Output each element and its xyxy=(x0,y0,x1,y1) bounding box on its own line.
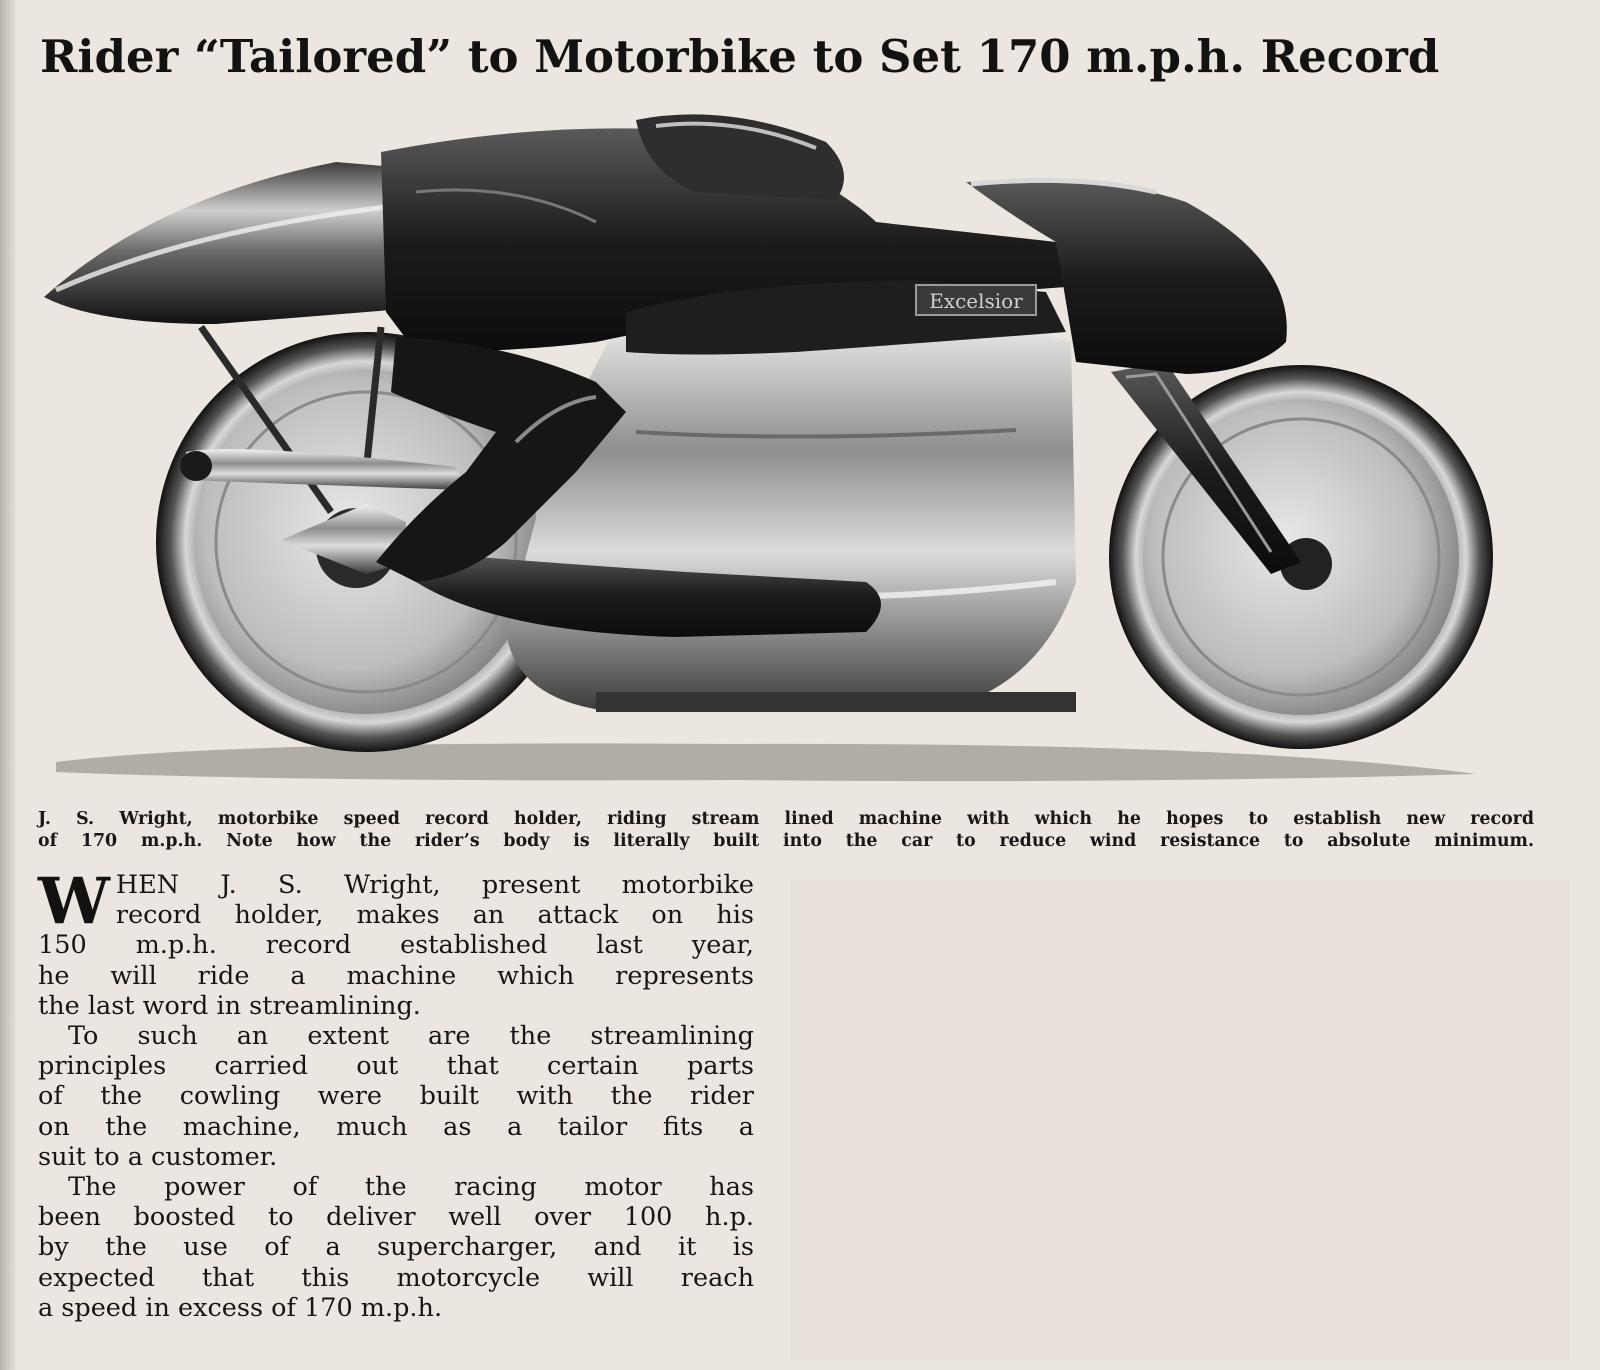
headline: Rider “Tailored” to Motorbike to Set 170 m.p.h. Record xyxy=(40,30,1440,83)
article-line: principles carried out that certain parts xyxy=(38,1051,754,1082)
tank-badge: Excelsior xyxy=(929,289,1023,313)
article-line: The power of the racing motor has xyxy=(68,1172,754,1203)
article-line: HEN J. S. Wright, present motorbike xyxy=(115,870,754,900)
article-line: expected that this motorcycle will reach xyxy=(38,1262,754,1293)
article-line: he will ride a machine which represents xyxy=(38,960,754,991)
article-line: by the use of a supercharger, and it is xyxy=(38,1232,754,1263)
article-paragraph-3 xyxy=(38,1172,754,1323)
streamlined-motorbike-illustration xyxy=(36,112,1516,802)
drop-cap: W xyxy=(38,864,110,939)
ground-shadow xyxy=(56,743,1476,781)
caption-line: J. S. Wright, motorbike speed record holder, riding stream lined machine with which he hopes to establish new record xyxy=(38,809,1534,829)
blank-column xyxy=(790,880,1570,1360)
article-line: the last word in streamlining. xyxy=(38,990,421,1021)
article-line: of the cowling were built with the rider xyxy=(38,1081,754,1112)
article-line: been boosted to deliver well over 100 h.p. xyxy=(38,1202,754,1233)
tail-fairing xyxy=(44,162,400,324)
article-line: a speed in excess of 170 m.p.h. xyxy=(38,1292,443,1323)
engine-cowling xyxy=(506,311,1076,712)
article-body xyxy=(38,864,754,1323)
article-line: record holder, makes an attack on his xyxy=(115,900,754,931)
article-line: suit to a customer. xyxy=(38,1141,278,1172)
photo-caption xyxy=(38,808,1534,852)
article-paragraph-2 xyxy=(38,1021,754,1172)
article-line: on the machine, much as a tailor fits a xyxy=(38,1111,754,1142)
page-edge-shadow xyxy=(0,0,18,1370)
motorbike-photo xyxy=(36,112,1516,802)
caption-line: of 170 m.p.h. Note how the rider’s body is literally built into the car to reduce wind resistance to absolute minimum. xyxy=(38,831,1534,851)
article-line: To such an extent are the streamlining xyxy=(68,1021,754,1052)
article-line: 150 m.p.h. record established last year, xyxy=(38,930,754,961)
article-paragraph-1 xyxy=(38,864,754,1021)
